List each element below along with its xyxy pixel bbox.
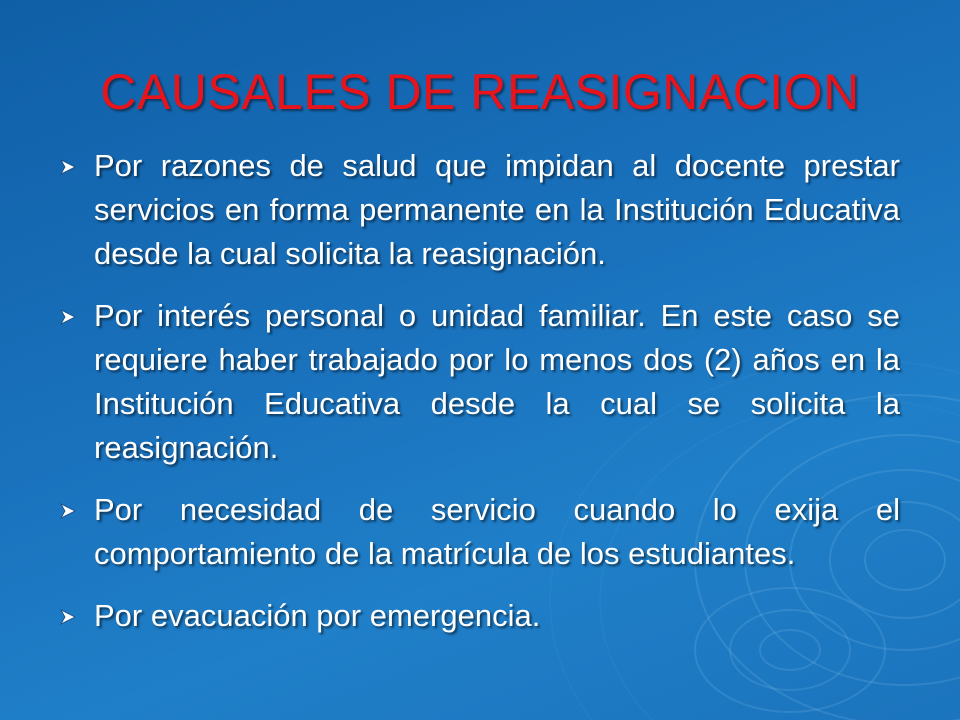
bullet-text: Por evacuación por emergencia. xyxy=(94,598,541,633)
bullet-text: Por necesidad de servicio cuando lo exija el comportamiento de la matrícula de los estudiantes. xyxy=(94,492,900,571)
bullet-item xyxy=(58,488,900,576)
arrow-bullet-icon xyxy=(58,607,78,627)
arrow-bullet-icon xyxy=(58,307,78,327)
arrow-bullet-icon xyxy=(58,157,78,177)
bullet-text: Por interés personal o unidad familiar. En este caso se requiere haber trabajado por lo menos dos (2) años en la Institución Educativa desde la cual se solicita la reasignación. xyxy=(94,298,900,465)
slide-title: CAUSALES DE REASIGNACION xyxy=(100,64,860,120)
bullet-item xyxy=(58,294,900,470)
arrow-bullet-icon xyxy=(58,501,78,521)
bullet-list xyxy=(58,144,900,638)
bullet-text: Por razones de salud que impidan al docente prestar servicios en forma permanente en la Institución Educativa desde la cual solicita la reasignación. xyxy=(94,148,900,271)
bullet-item xyxy=(58,594,900,638)
bullet-item xyxy=(58,144,900,276)
